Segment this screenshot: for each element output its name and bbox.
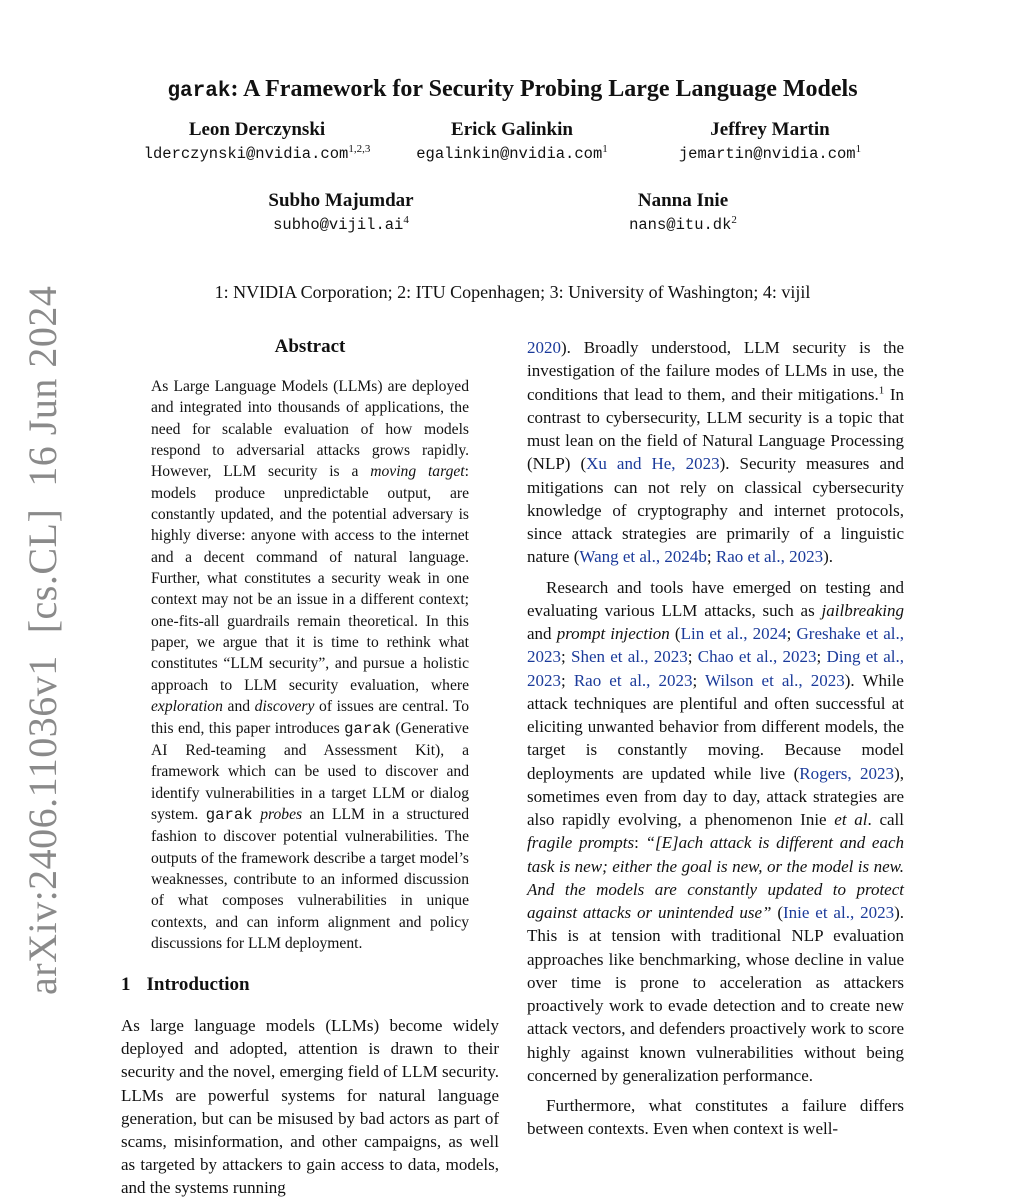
author-name: Jeffrey Martin — [710, 119, 830, 140]
section-heading-introduction: 1 Introduction — [121, 974, 250, 995]
citation-link[interactable]: Ding et al., 2023 — [527, 647, 904, 690]
citation-link[interactable]: Rao et al., 2023 — [715, 547, 824, 567]
paragraph: Research and tools have emerged on testing and evaluating various LLM attacks, such as jailbreaking and prompt injection (Lin et al., 2024; Greshake et al., 2023; Shen et al., 2023; Chao et al., 2023; Ding et al., 2023; Rao et al., 2023; Wilson et al., 2023). While attack techniques are plentiful and often successful at eliciting unwanted behavior from different models, the target is constantly moving. Because model deployments are updated while live (Rogers, 2023), sometimes even from day to day, attack strategies are also rapidly evolving, a phenomenon Inie et al. call fragile prompts: “[E]ach attack is different and each task is new; either the goal is new, or the model is new. And the models are constantly updated to protect against attacks or unintended use” (Inie et al., 2023). This is at tension with traditional NLP evaluation approaches like benchmarking, whose decline in value over time is prone to acceleration as attackers proactively work to evade detection and to create new attack vectors, and defenders proactively work to score highly against known vulnerabilities without being concerned by generalization performance. — [527, 577, 904, 1085]
introduction-paragraph: As large language models (LLMs) become widely deployed and adopted, attention is drawn to their security and the novel, emerging field of LLM security. LLMs are powerful systems for natural language generation, but can be misused by bad actors as part of scams, misinformation, and other campaigns, as well as targeted by attackers to gain access to data, models, and the systems running — [121, 1016, 499, 1198]
citation-link[interactable]: Wilson et al., 2023 — [705, 670, 845, 690]
citation-link[interactable]: Shen et al., 2023 — [570, 647, 688, 667]
citation-link[interactable]: Wang et al., 2024b — [579, 547, 707, 567]
author-name: Leon Derczynski — [188, 119, 326, 140]
author-name: Subho Majumdar — [268, 190, 414, 211]
affiliations-line: 1: NVIDIA Corporation; 2: ITU Copenhagen; 3: University of Washington; 4: vijil — [214, 282, 811, 302]
paragraph: 2020). Broadly understood, LLM security is the investigation of the failure modes of LLMs in use, the conditions that lead to them, and their mitigations.$^1$ In contrast to cybersecurity, LLM security is a topic that must lean on the field of Natural Language Processing (NLP) (Xu and He, 2023). Security measures and mitigations can not rely on classical cybersecurity knowledge of cryptography and internet protocols, since attack strategies are primarily of a linguistic nature (Wang et al., 2024b; Rao et al., 2023). — [527, 338, 904, 567]
author-name: Nanna Inie — [637, 190, 729, 211]
citation-link[interactable]: Xu and He, 2023 — [586, 454, 720, 474]
affiliation-marker: 1 — [855, 142, 862, 155]
affiliation-marker: 2 — [731, 213, 737, 226]
right-column-text — [527, 336, 904, 1141]
citation-link[interactable]: Lin et al., 2024 — [680, 624, 787, 643]
paragraph: Furthermore, what constitutes a failure differs between contexts. Even when context is well- — [527, 1096, 904, 1139]
citation-link[interactable]: Rao et al., 2023 — [573, 670, 693, 690]
author-email: subho@vijil.ai — [273, 216, 404, 234]
arxiv-identifier-stamp: arXiv:2406.11036v1 [cs.CL] 16 Jun 2024 — [19, 285, 65, 995]
affiliation-marker: 4 — [403, 213, 409, 226]
paper-title: garak: A Framework for Security Probing Large Language Models — [167, 76, 858, 103]
abstract-text: As Large Language Models (LLMs) are deployed and integrated into thousands of applications, the need for scalable evaluation of how models respond to adversarial attacks grows rapidly. However, LLM security is a moving target: models produce unpredictable output, are constantly updated, and the potential adversary is highly diverse: anyone with access to the internet and a decent command of natural language. Further, what constitutes a security weak in one context may not be an issue in a different context; one-fits-all guardrails remain theoretical. In this paper, we argue that it is time to rethink what constitutes “LLM security”, and pursue a holistic approach to LLM security evaluation, where exploration and discovery of issues are central. To this end, this paper introduces garak (Generative AI Red-teaming and Assessment Kit), a framework which can be used to discover and identify vulnerabilities in a target LLM or dialog system. garak probes an LLM in a structured fashion to discover potential vulnerabilities. The outputs of the framework describe a target model’s weaknesses, contribute to an informed discussion of what composes vulnerabilities in unique contexts, and can inform alignment and policy discussions for LLM deployment. — [151, 378, 470, 952]
footnote-marker[interactable]: 1 — [878, 383, 885, 396]
author-name: Erick Galinkin — [451, 119, 573, 140]
citation-link[interactable]: Chao et al., 2023 — [697, 647, 817, 667]
author-email: lderczynski@nvidia.com — [143, 145, 349, 163]
affiliation-marker: 1 — [602, 142, 608, 155]
affiliation-marker: 1,2,3 — [348, 142, 371, 155]
tool-name: garak — [167, 80, 231, 103]
citation-link[interactable]: Inie et al., 2023 — [783, 903, 895, 922]
author-block — [362, 118, 662, 166]
citation-link[interactable]: Rogers, 2023 — [799, 763, 895, 783]
abstract-heading: Abstract — [274, 336, 346, 357]
author-email: egalinkin@nvidia.com — [416, 145, 603, 163]
author-block — [620, 118, 920, 166]
author-email: jemartin@nvidia.com — [678, 145, 856, 163]
citation-link[interactable]: 2020 — [527, 338, 561, 357]
author-block — [191, 189, 491, 237]
citation-link[interactable]: Greshake et al., 2023 — [527, 624, 904, 667]
author-block — [533, 189, 833, 237]
author-email: nans@itu.dk — [629, 216, 732, 234]
